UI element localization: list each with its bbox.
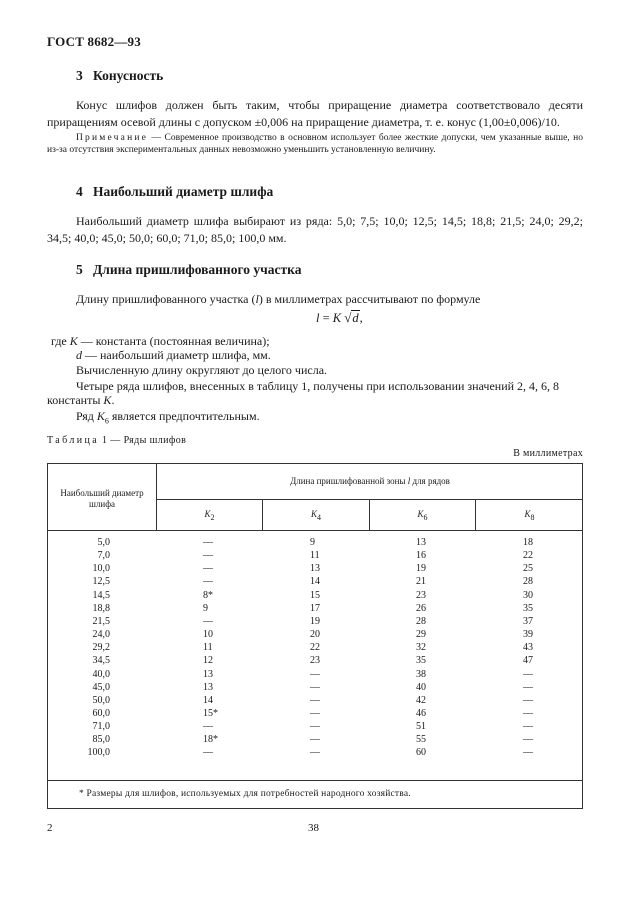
four-rows-k: K — [103, 393, 112, 407]
table-caption — [47, 435, 186, 446]
column-header-diameter: Наибольший диаметр шлифа — [60, 488, 144, 509]
table-cell: 15* — [203, 707, 218, 719]
formula-lhs: l — [316, 311, 320, 325]
table-cell: 13 — [310, 563, 320, 575]
table-cell: 51 — [416, 721, 426, 733]
k4-subscript: 4 — [317, 512, 321, 522]
where-word: где — [51, 334, 67, 348]
table-cell: — — [203, 537, 213, 548]
table-cell: 28 — [416, 615, 426, 627]
group-header-variable: l — [407, 476, 411, 486]
table-divider — [48, 780, 583, 781]
table-cell: 71,0 — [92, 721, 110, 733]
k2-subscript: 2 — [210, 512, 215, 522]
table-cell: — — [203, 550, 213, 562]
sqrt-icon: √ — [344, 310, 352, 325]
preferred-k-subscript: 6 — [104, 416, 109, 426]
section-5-title: Длина пришлифованного участка — [93, 262, 302, 277]
table-cell: — — [203, 563, 213, 575]
section-4-text: Наибольший диаметр шлифа выбирают из ряда: 5,0; 7,5; 10,0; 12,5; 14,5; 18,8; 21,5; 24,0; 29,2; 34,5; 40,0; 45,0; 50,0; 60,0; 71,0; 85,0; 100,0 мм. — [47, 214, 583, 245]
preferred-row-paragraph — [76, 408, 260, 429]
where-d-variable: d — [76, 348, 82, 362]
table-cell: — — [203, 721, 213, 733]
table-cell: 19 — [416, 563, 426, 575]
table-cell: 25 — [523, 563, 533, 575]
table-cell: 8* — [203, 589, 213, 601]
table-caption-label: Таблица — [47, 435, 100, 446]
table-cell: 9 — [203, 602, 208, 614]
table-cell: 15 — [310, 589, 320, 601]
table-cell: — — [310, 747, 320, 759]
table-caption-text: 1 — Ряды шлифов — [99, 435, 187, 446]
table-cell: 85,0 — [92, 734, 110, 746]
k6-letter: K — [417, 509, 424, 519]
table-cell: — — [523, 747, 533, 759]
table-footnote: * Размеры для шлифов, используемых для потребностей народного хозяйства. — [79, 789, 411, 799]
note-label: Примечание — [76, 133, 149, 143]
table-cell: 21 — [416, 576, 426, 588]
table-cell: — — [310, 694, 320, 706]
section-5-number: 5 — [76, 262, 83, 277]
table-cell: 45,0 — [92, 681, 110, 693]
table-cell: 34,5 — [92, 655, 110, 667]
table-cell: 50,0 — [92, 694, 110, 706]
table-cell: 30 — [523, 589, 533, 601]
formula-comma: , — [359, 311, 363, 325]
column-header-k6 — [370, 509, 475, 523]
table-cell: 23 — [416, 589, 426, 601]
k4-letter: K — [310, 509, 317, 519]
page-number-left: 2 — [47, 822, 53, 834]
table-cell: 39 — [523, 629, 533, 641]
page-number-center: 38 — [308, 822, 319, 834]
k8-subscript: 8 — [530, 512, 535, 522]
table-cell: — — [310, 707, 320, 719]
section-3-note — [47, 132, 583, 156]
where-k-variable: K — [69, 334, 78, 348]
formula-d: d — [352, 311, 359, 325]
preferred-k: K — [96, 409, 105, 423]
document-header: ГОСТ 8682—93 — [47, 34, 141, 49]
table-cell: 37 — [523, 615, 533, 627]
section-4-paragraph — [47, 213, 583, 247]
table-cell: 40 — [416, 681, 426, 693]
table-cell: — — [310, 721, 320, 733]
intro-text-a: Длину пришлифованного участка ( — [76, 292, 256, 306]
table-cell: 9 — [310, 537, 315, 548]
table-cell: 14 — [203, 694, 213, 706]
table-cell: 11 — [203, 642, 213, 654]
table-cell: 20 — [310, 629, 320, 641]
table-cell: 10 — [203, 629, 213, 641]
section-3-paragraph — [47, 97, 583, 131]
formula-k: K — [332, 311, 342, 325]
table-cell: 46 — [416, 707, 426, 719]
table-cell: — — [523, 681, 533, 693]
table-cell: — — [203, 576, 213, 588]
table-cell: 100,0 — [87, 747, 110, 759]
where-k-text: — константа (постоянная величина); — [77, 334, 270, 348]
section-3-number: 3 — [76, 68, 83, 83]
section-4-heading — [76, 184, 273, 200]
length-formula — [316, 310, 363, 326]
table-cell: 18 — [523, 537, 533, 548]
table-units: В миллиметрах — [513, 448, 583, 459]
table-cell: — — [523, 734, 533, 746]
table-cell: 23 — [310, 655, 320, 667]
column-header-k8 — [476, 509, 583, 523]
four-rows-paragraph-b — [47, 392, 114, 409]
table-cell: 26 — [416, 602, 426, 614]
table-cell: 47 — [523, 655, 533, 667]
table-cell: — — [203, 747, 213, 759]
table-cell: 7,0 — [97, 550, 110, 562]
table-cell: 21,5 — [92, 615, 110, 627]
table-cell: — — [203, 615, 213, 627]
table-cell: 19 — [310, 615, 320, 627]
table-cell: 17 — [310, 602, 320, 614]
table-cell: 24,0 — [92, 629, 110, 641]
k2-letter: K — [204, 509, 211, 519]
section-4-title: Наибольший диаметр шлифа — [93, 184, 274, 199]
table-cell: — — [523, 668, 533, 680]
table-cell: 13 — [203, 668, 213, 680]
group-header-text-b: для рядов — [410, 476, 450, 486]
table-cell: 13 — [203, 681, 213, 693]
table-cell: 38 — [416, 668, 426, 680]
four-rows-paragraph-a: Четыре ряда шлифов, внесенных в таблицу 1, получены при использовании значений 2, 4, 6, 8 — [76, 379, 560, 393]
group-header — [158, 476, 582, 487]
preferred-text-b: является предпочтительным. — [108, 409, 260, 423]
table-cell: 13 — [416, 537, 426, 548]
section-5-heading — [76, 262, 301, 278]
section-3-heading — [76, 68, 163, 84]
intro-text-b: ) в миллиметрах рассчитывают по формуле — [258, 292, 481, 306]
four-rows-period: . — [111, 393, 115, 407]
table-cell: 14,5 — [92, 589, 110, 601]
section-4-number: 4 — [76, 184, 83, 199]
table-cell: 35 — [523, 602, 533, 614]
table-cell: 40,0 — [92, 668, 110, 680]
preferred-text-a: Ряд — [76, 409, 97, 423]
table-cell: 5,0 — [97, 537, 110, 548]
k8-letter: K — [524, 509, 531, 519]
where-d-text: — наибольший диаметр шлифа, мм. — [82, 348, 271, 362]
table-cell: 42 — [416, 694, 426, 706]
table-cell: 18,8 — [92, 602, 110, 614]
column-header-k4 — [263, 509, 369, 523]
column-header-k2 — [157, 509, 262, 523]
table-cell: 18* — [203, 734, 218, 746]
table-divider — [48, 530, 583, 531]
table-cell: — — [310, 734, 320, 746]
table-cell: 11 — [310, 550, 320, 562]
note-text: — Современное производство в основном использует более жесткие допуски, чем указанные выше, но из-за отсутствия экспериментальных данных невозможно уменьшить установленную величину. — [47, 133, 583, 155]
table-cell: 60,0 — [92, 707, 110, 719]
table-cell: 60 — [416, 747, 426, 759]
table-cell: 22 — [310, 642, 320, 654]
table-cell: — — [310, 668, 320, 680]
table-divider — [156, 499, 583, 500]
section-5-intro — [76, 291, 480, 308]
table-cell: 43 — [523, 642, 533, 654]
table-cell: 29,2 — [92, 642, 110, 654]
table-cell: 55 — [416, 734, 426, 746]
table-cell: — — [523, 694, 533, 706]
table-cell: 12 — [203, 655, 213, 667]
table-cell: 29 — [416, 629, 426, 641]
table-cell: 16 — [416, 550, 426, 562]
table-cell: 12,5 — [92, 576, 110, 588]
table-cell: — — [310, 681, 320, 693]
k6-subscript: 6 — [423, 512, 428, 522]
section-3-title: Конусность — [93, 68, 164, 83]
section-3-text: Конус шлифов должен быть таким, чтобы приращение диаметра соответствовало десяти приращениям осевой длины с допуском ±0,006 на приращение диаметра, т. е. конус (1,00±0,006)/10. — [47, 98, 583, 129]
table-cell: 14 — [310, 576, 320, 588]
four-rows-text: константы — [47, 393, 104, 407]
formula-equals: = — [319, 311, 333, 325]
table-cell: 28 — [523, 576, 533, 588]
table-cell: — — [523, 721, 533, 733]
shlif-table — [47, 463, 583, 809]
table-cell: 32 — [416, 642, 426, 654]
group-header-text-a: Длина пришлифованной зоны — [290, 476, 408, 486]
table-cell: 35 — [416, 655, 426, 667]
table-cell: 22 — [523, 550, 533, 562]
table-cell: — — [523, 707, 533, 719]
table-cell: 10,0 — [92, 563, 110, 575]
intro-variable-l: l — [255, 292, 259, 306]
rounding-paragraph: Вычисленную длину округляют до целого числа. — [76, 363, 328, 377]
